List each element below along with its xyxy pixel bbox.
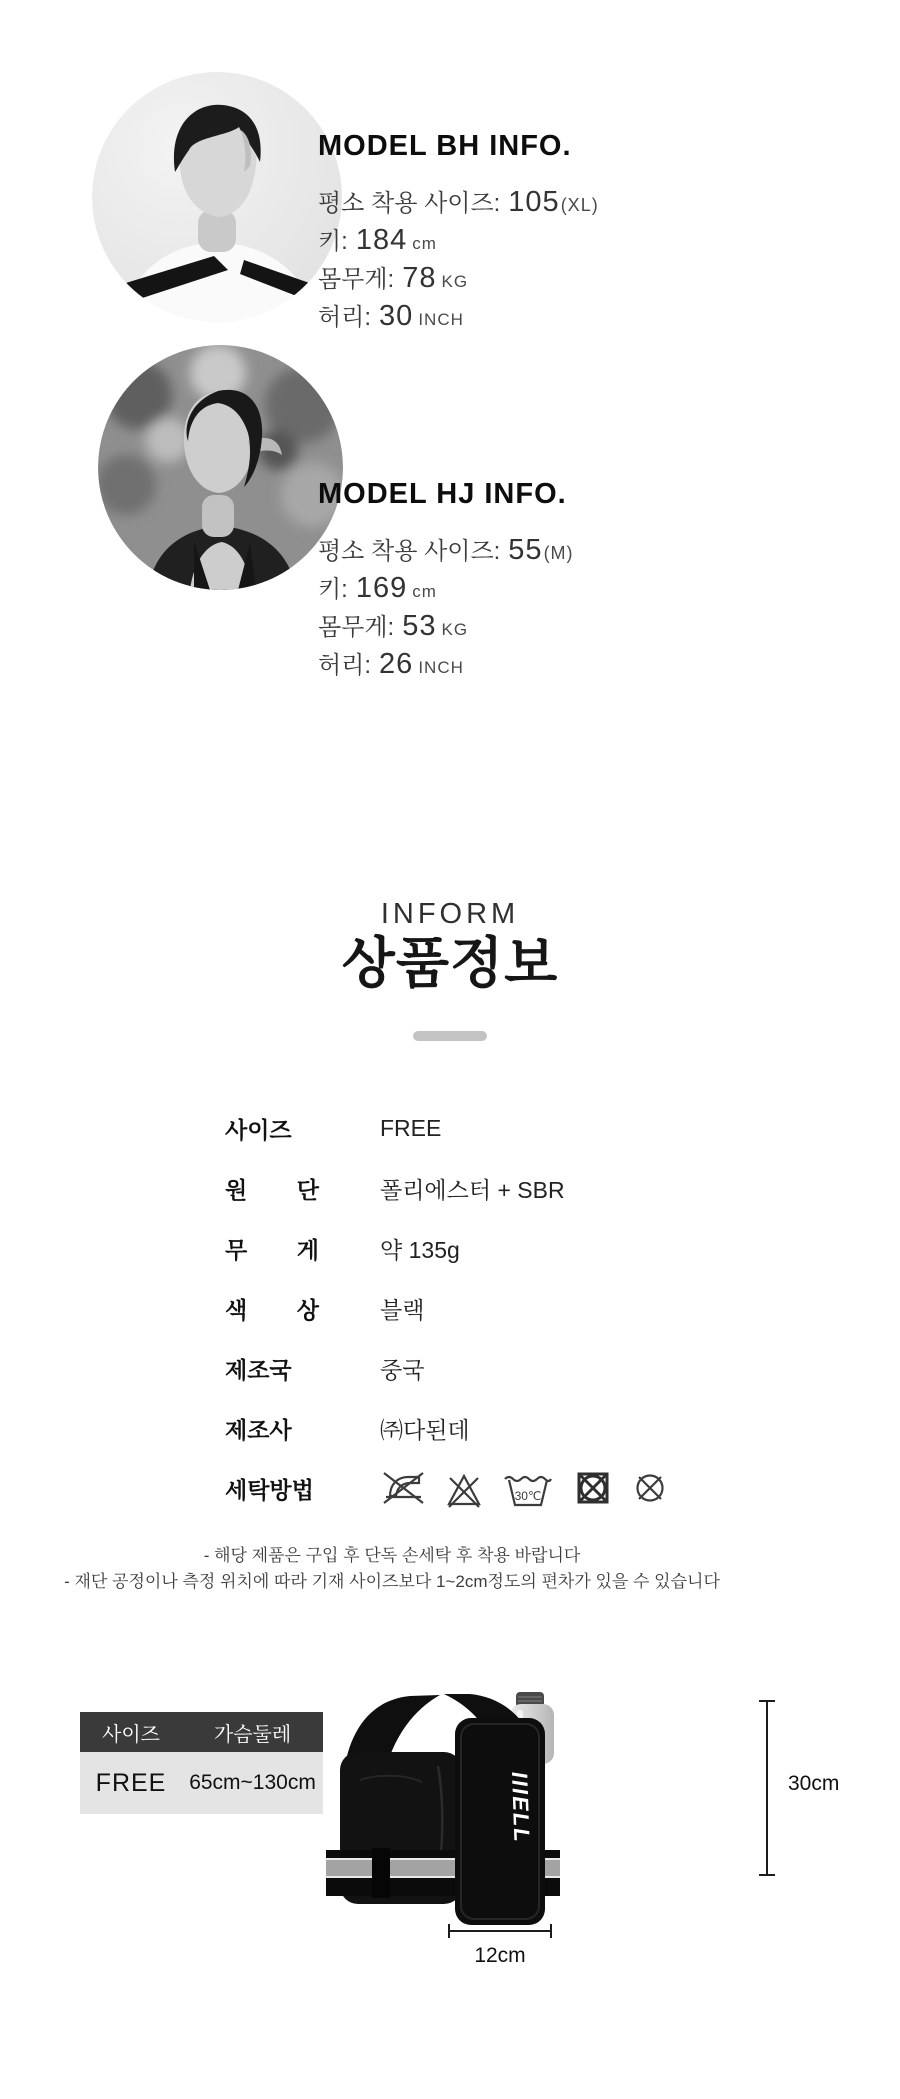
chest-column-header: 가슴둘레: [213, 1723, 292, 1746]
spec-label: 제조국: [225, 1356, 292, 1383]
model-bh-lines: [318, 185, 599, 337]
model-bh-title: MODEL BH INFO.: [318, 130, 572, 162]
height-value: 169: [355, 572, 408, 604]
weight-unit: KG: [441, 620, 469, 639]
waist-label: 허리:: [318, 652, 372, 679]
model-size-line: [318, 533, 574, 571]
weight-label: 몸무게:: [318, 614, 395, 641]
no-iron-icon: [380, 1466, 426, 1510]
spec-value: 약 135g: [380, 1236, 460, 1263]
spec-value: ㈜다된데: [380, 1416, 470, 1443]
spec-value: 폴리에스터 + SBR: [380, 1176, 565, 1203]
spec-value: 중국: [380, 1356, 425, 1383]
no-tumble-dry-icon: [574, 1466, 612, 1510]
model-size-line: [318, 185, 599, 223]
model-weight-line: [318, 261, 599, 299]
vest-illustration: [320, 1690, 620, 1950]
spec-label: 색 상: [225, 1296, 319, 1323]
model-height-line: [318, 223, 599, 261]
height-unit: cm: [412, 234, 437, 253]
wash-temp-label: 30℃: [514, 1489, 542, 1503]
weight-label: 몸무게:: [318, 266, 395, 293]
size-unit: (XL): [560, 195, 599, 215]
size-label: 평소 착용 사이즈:: [318, 538, 501, 565]
model-waist-line: [318, 647, 574, 685]
product-image: [320, 1690, 620, 1955]
height-measure-line: [756, 1698, 778, 1878]
laundry-care-icons: [380, 1466, 668, 1510]
model-height-line: [318, 571, 574, 609]
inform-heading: [0, 896, 900, 994]
model-hj-photo: [98, 345, 343, 590]
size-table: [80, 1712, 323, 1814]
model-hj-info: [318, 478, 574, 685]
size-value: 55: [508, 534, 543, 566]
spec-list: [225, 1098, 785, 1518]
spec-row-fabric: [225, 1158, 785, 1218]
note-line-1: - 해당 제품은 구입 후 단독 손세탁 후 착용 바랍니다: [203, 1546, 581, 1565]
size-cell: FREE: [95, 1768, 167, 1797]
spec-value: FREE: [380, 1114, 442, 1141]
spec-row-country: [225, 1338, 785, 1398]
model-hj-title: MODEL HJ INFO.: [318, 478, 567, 510]
male-model-portrait-image: [92, 72, 342, 322]
weight-value: 78: [402, 262, 437, 294]
spec-row-wash: [225, 1458, 785, 1518]
page-title: 상품정보: [341, 932, 559, 994]
size-table-row: [80, 1752, 323, 1814]
height-value: 184: [355, 224, 408, 256]
width-measure-line: [446, 1922, 554, 1940]
no-dry-clean-icon: [632, 1466, 668, 1510]
spec-label: 원 단: [225, 1176, 319, 1203]
spec-value: 블랙: [380, 1296, 425, 1323]
spec-row-maker: [225, 1398, 785, 1458]
size-unit: (M): [543, 543, 574, 563]
hand-wash-30c-icon: [502, 1466, 554, 1510]
height-label: 키:: [318, 576, 348, 603]
care-notes: [22, 1543, 762, 1595]
waist-value: 26: [379, 648, 414, 680]
model-weight-line: [318, 609, 574, 647]
waist-label: 허리:: [318, 304, 372, 331]
waist-unit: INCH: [418, 658, 464, 677]
spec-label: 무 게: [225, 1236, 319, 1263]
weight-value: 53: [402, 610, 437, 642]
no-bleach-icon: [446, 1466, 482, 1510]
height-dimension-label: 30cm: [788, 1772, 840, 1795]
chest-cell: 65cm~130cm: [189, 1771, 316, 1794]
size-column-header: 사이즈: [102, 1723, 160, 1746]
size-table-header: [80, 1712, 323, 1752]
spec-label: 제조사: [225, 1416, 292, 1443]
model-bh-info: [318, 130, 599, 337]
note-line-2: - 재단 공정이나 측정 위치에 따라 기재 사이즈보다 1~2cm정도의 편차가 있을 수 있습니다: [64, 1572, 720, 1591]
height-unit: cm: [412, 582, 437, 601]
width-dimension-label: 12cm: [474, 1944, 526, 1967]
waist-unit: INCH: [418, 310, 464, 329]
spec-row-weight: [225, 1218, 785, 1278]
spec-label: 세탁방법: [225, 1476, 314, 1503]
size-label: 평소 착용 사이즈:: [318, 190, 501, 217]
model-bh-photo: [92, 72, 342, 322]
spec-label: 사이즈: [225, 1116, 292, 1143]
model-hj-lines: [318, 533, 574, 685]
spec-row-size: [225, 1098, 785, 1158]
brand-logo: IIIELL: [507, 1771, 535, 1845]
model-waist-line: [318, 299, 599, 337]
heading-divider: [413, 1031, 487, 1041]
weight-unit: KG: [441, 272, 469, 291]
spec-row-color: [225, 1278, 785, 1338]
inform-eyebrow: INFORM: [380, 898, 520, 930]
height-label: 키:: [318, 228, 348, 255]
size-value: 105: [508, 186, 560, 218]
waist-value: 30: [379, 300, 414, 332]
female-model-portrait-image: [98, 345, 343, 590]
bottle-pocket: [455, 1718, 545, 1925]
